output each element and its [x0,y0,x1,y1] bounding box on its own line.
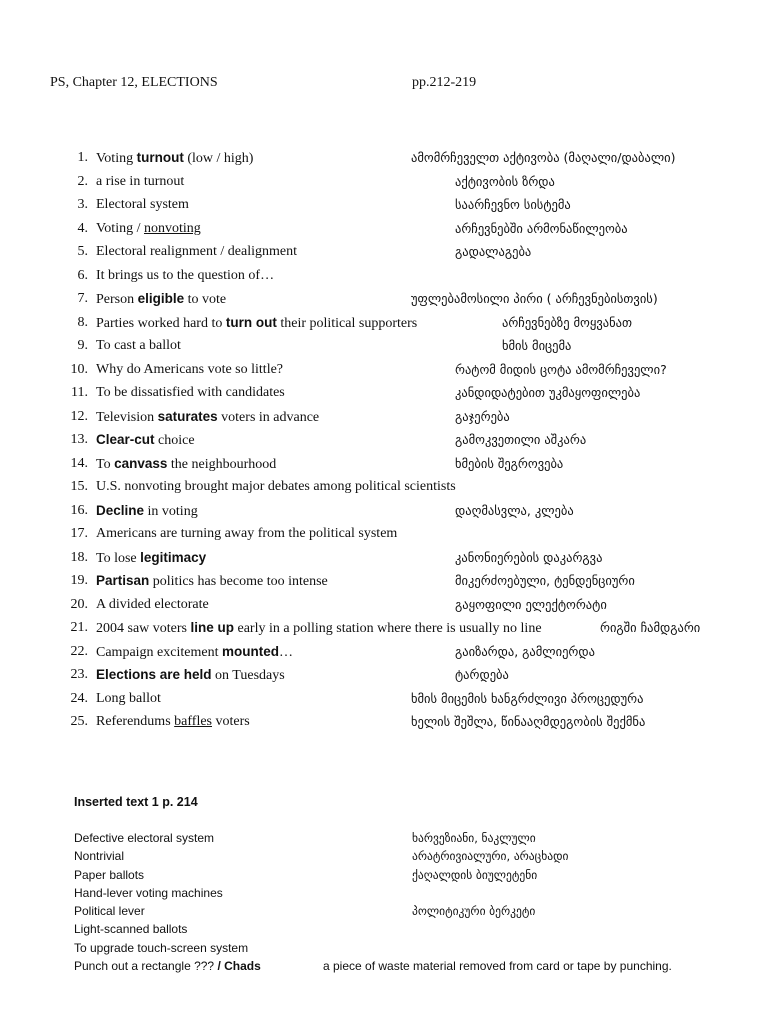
vocab-text: Parties worked hard to [96,315,226,331]
vocab-translation: რიგში ჩამდგარი [600,620,701,635]
vocab-number: 10. [70,361,88,377]
vocab-translation: მიკერძოებული, ტენდენციური [455,573,635,588]
vocab-text: (low / high) [183,151,254,166]
vocab-row [0,663,768,687]
vocab-term [96,499,198,524]
glossary-term: Defective electoral system [74,831,215,845]
vocab-row [0,358,768,382]
vocab-text: Americans are turning away from the political system [96,526,398,541]
vocab-number: 15. [70,479,88,494]
vocab-term [96,405,319,430]
vocab-row [0,687,768,711]
vocab-term [96,311,417,336]
vocab-number: 11. [71,385,88,400]
vocab-term [96,710,250,734]
vocab-translation: აქტივობის ზრდა [455,173,555,189]
vocab-term [96,452,276,477]
vocab-number: 6. [77,267,88,283]
vocab-row [0,475,768,499]
vocab-translation: ხმის მიცემა [502,338,572,353]
vocab-keyword: turn out [225,314,277,330]
vocab-translation: რატომ მიდის ცოტა ამომრჩეველი? [455,361,667,377]
vocab-translation: არჩევნებზე მოყვანათ [502,314,632,330]
vocab-text: … [278,644,293,660]
glossary-term: Light-scanned ballots [74,922,188,937]
vocab-text: on Tuesdays [211,668,285,683]
vocab-keyword: eligible [137,291,185,306]
vocab-term [96,475,456,499]
vocab-text: politics has become too intense [149,574,328,589]
vocab-keyword: saturates [157,408,218,424]
vocab-term [96,193,189,217]
vocab-translation: გადალაგება [455,244,532,259]
vocab-number: 19. [70,573,88,588]
vocab-term [96,593,209,617]
vocab-row [0,499,768,523]
vocab-term [96,569,328,594]
vocab-number: 13. [70,432,88,447]
vocab-term [96,546,206,571]
vocab-row [0,522,768,546]
vocab-row [0,146,768,170]
vocab-text: voters in advance [217,409,320,425]
vocab-row [0,428,768,452]
vocab-text: Person [96,292,138,307]
vocab-number: 23. [70,667,88,682]
vocab-number: 17. [70,526,88,541]
glossary-row [0,920,768,938]
vocab-text: the neighbourhood [167,456,277,472]
vocab-text: A divided electorate [96,596,209,612]
vocab-text: To lose [96,550,141,566]
vocab-text: To be dissatisfied with candidates [96,385,285,400]
vocab-text: voters [212,714,250,729]
vocab-text: It brings us to the question of… [96,267,275,283]
page-range: pp.212-219 [412,75,477,90]
vocab-keyword: line up [190,620,234,635]
glossary-translation: პოლიტიკური ბერკეტი [412,904,536,919]
vocab-row [0,381,768,405]
vocab-row [0,334,768,358]
glossary-term: Hand-lever voting machines [74,885,223,900]
vocab-number: 2. [77,173,88,189]
vocab-row [0,170,768,194]
vocab-row [0,264,768,288]
vocab-keyword: mounted [221,643,279,659]
vocab-text: 2004 saw voters [96,621,191,636]
vocab-translation: ტარდება [455,667,509,682]
vocab-text: a rise in turnout [96,173,185,189]
vocab-row [0,311,768,335]
vocab-text: Electoral system [96,197,189,212]
vocab-text: Referendums [96,714,175,729]
vocab-number: 5. [77,244,88,259]
vocab-row [0,710,768,734]
vocab-term [96,334,181,358]
vocab-term [96,663,285,688]
vocab-keyword: canvass [114,455,168,471]
glossary-term: Political lever [74,904,145,919]
vocab-number: 20. [70,596,88,612]
vocab-translation: ხმის მიცემის ხანგრძლივი პროცედურა [411,690,644,706]
vocab-translation: ხელის შეშლა, წინააღმდეგობის შექმნა [411,714,646,729]
vocab-number: 21. [70,620,88,635]
vocab-text: Voting [96,151,137,166]
glossary-translation: ქაღალდის ბიულეტენი [412,867,538,882]
vocab-keyword: Decline [96,502,145,518]
vocab-keyword: Partisan [96,573,150,588]
vocab-keyword: legitimacy [140,549,207,565]
vocab-row [0,593,768,617]
vocab-term [96,381,285,405]
glossary-keyword: / Chads [217,959,261,974]
vocab-term [96,616,542,641]
vocab-row [0,569,768,593]
glossary-definition: a piece of waste material removed from card or tape by punching. [323,959,672,974]
vocab-row [0,193,768,217]
vocab-number: 7. [77,291,88,306]
vocab-number: 3. [77,197,88,212]
vocab-term [96,240,297,264]
vocab-number: 12. [70,408,88,424]
vocab-text: Long ballot [96,690,161,706]
glossary-translation: არატრივიალური, არაცხადი [412,849,569,864]
vocab-translation: გამოკვეთილი აშკარა [455,432,587,447]
inserted-text-title: Inserted text 1 p. 214 [74,795,198,809]
vocab-text: to vote [184,292,227,307]
vocab-term [96,640,293,665]
vocab-number: 14. [70,455,88,471]
vocab-text: Why do Americans vote so little? [96,361,284,377]
vocab-translation: დაღმასვლა, კლება [455,502,574,518]
vocab-number: 4. [77,220,88,236]
vocab-keyword: turnout [136,150,184,165]
vocab-row [0,217,768,241]
vocab-number: 16. [70,502,88,518]
vocab-text: Television [96,409,158,425]
glossary-row [0,847,768,865]
glossary-translation: ხარვეზიანი, ნაკლული [412,831,536,845]
glossary-term: To upgrade touch-screen system [74,940,249,955]
vocab-row [0,546,768,570]
vocab-term [96,522,397,546]
vocab-text: early in a polling station where there is usually no line [234,621,542,636]
vocab-translation: გაყოფილი ელექტორატი [455,596,607,612]
vocab-translation: გაჯერება [455,408,510,424]
glossary-row [0,829,768,847]
vocab-number: 25. [70,714,88,729]
vocab-text: their political supporters [276,315,418,331]
vocab-translation: არჩევნებში არმონაწილეობა [455,220,628,236]
vocab-term [96,170,184,194]
page-title: PS, Chapter 12, ELECTIONS [50,75,218,90]
vocab-text: To cast a ballot [96,338,181,353]
vocab-row [0,452,768,476]
vocab-keyword: Elections are held [96,667,212,682]
vocab-term [96,358,283,382]
glossary-row [0,939,768,957]
vocab-keyword: Clear-cut [96,432,155,447]
vocab-term [96,264,274,288]
vocab-translation: ხმების შეგროვება [455,455,564,471]
vocab-text: Campaign excitement [96,644,222,660]
vocab-text: U.S. nonvoting brought major debates among political scientists [96,479,456,494]
vocab-translation: საარჩევნო სისტემა [455,197,571,212]
vocab-number: 9. [77,338,88,353]
vocab-text: Voting / [96,220,144,236]
glossary-row [0,957,768,975]
vocab-underlined: baffles [174,714,212,729]
glossary-row [0,884,768,902]
glossary-term: Nontrivial [74,849,125,864]
glossary-row [0,902,768,920]
vocab-text: Electoral realignment / dealignment [96,244,297,259]
vocab-term [96,687,161,711]
glossary-term: Punch out a rectangle ??? / Chads [74,959,261,974]
glossary-term: Paper ballots [74,867,145,882]
vocab-number: 1. [77,150,88,165]
vocabulary-list [0,146,768,734]
vocab-row [0,640,768,664]
vocab-translation: ამომრჩეველთ აქტივობა (მაღალი/დაბალი) [411,150,676,165]
vocab-number: 8. [77,314,88,330]
vocab-translation: გაიზარდა, გამლიერდა [455,643,595,659]
inserted-glossary-list [0,829,768,975]
glossary-row [0,866,768,884]
vocab-text: choice [154,433,195,448]
vocab-translation: კანონიერების დაკარგვა [455,549,603,565]
vocab-number: 24. [70,690,88,706]
vocab-term [96,428,195,453]
vocab-underlined: nonvoting [143,220,201,236]
vocab-translation: კანდიდატებით უკმაყოფილება [455,385,641,400]
vocab-text: in voting [144,503,198,519]
vocab-row [0,405,768,429]
vocab-number: 22. [70,643,88,659]
vocab-text: To [96,456,115,472]
vocab-term [96,217,201,241]
vocab-number: 18. [70,549,88,565]
vocab-term [96,287,226,312]
vocab-row [0,287,768,311]
vocab-translation: უფლებამოსილი პირი ( არჩევნებისთვის) [411,291,658,306]
vocab-row [0,240,768,264]
vocab-term [96,146,253,171]
vocab-row [0,616,768,640]
